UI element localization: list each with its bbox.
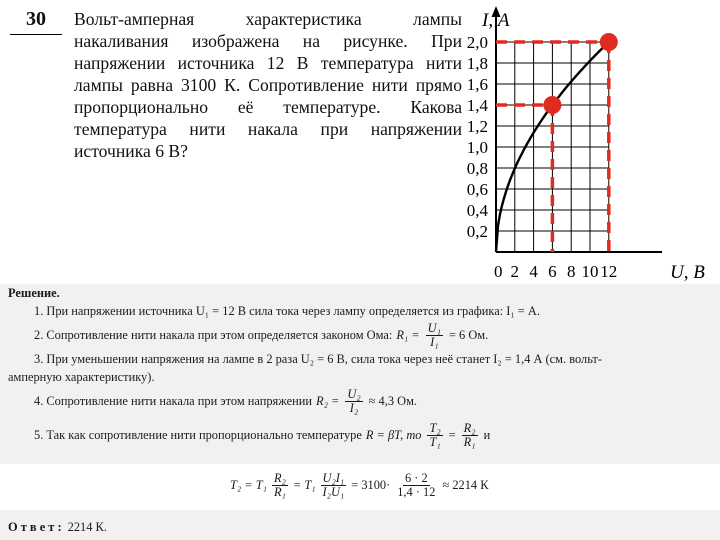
y-tick-labels bbox=[467, 33, 489, 241]
y-tick-label: 0,2 bbox=[466, 222, 488, 241]
solution-panel bbox=[0, 284, 720, 540]
y-tick-label: 1,8 bbox=[466, 54, 488, 73]
fraction-denominator: I₁ bbox=[430, 335, 439, 349]
step-5-equals: = bbox=[448, 428, 456, 442]
solution-title: Решение. bbox=[8, 286, 60, 300]
x-tick-label: 4 bbox=[529, 262, 538, 281]
step-2-result: = 6 Ом. bbox=[448, 328, 489, 342]
problem-number: 30 bbox=[10, 8, 62, 35]
step-2-text: 2. Сопротивление нити накала при этом определяется законом Ома: bbox=[34, 328, 393, 342]
final-fraction-3 bbox=[395, 472, 437, 499]
point-markers bbox=[496, 33, 618, 252]
fraction-numerator: R₂ bbox=[273, 471, 286, 485]
y-tick-label: 1,0 bbox=[466, 138, 488, 157]
fraction-numerator: U₁ bbox=[427, 321, 441, 335]
answer-value: 2214 К. bbox=[67, 520, 107, 534]
solution-step-5 bbox=[34, 422, 490, 449]
y-tick-label: 0,6 bbox=[466, 180, 488, 199]
y-tick-label: 1,4 bbox=[466, 96, 488, 115]
solution-step-3-line-1: 3. При уменьшении напряжения на лампе в 2 раза U₂ = 6 В, сила тока через неё станет I₂ = 1,4 А (см. вольт- bbox=[34, 352, 602, 366]
x-tick-label: 10 bbox=[581, 262, 599, 281]
final-fraction-1 bbox=[272, 472, 288, 499]
volt-ampere-graph bbox=[466, 4, 720, 284]
step-2-lhs: R₁ = bbox=[396, 328, 420, 342]
final-fraction-2 bbox=[321, 472, 347, 499]
step-5-relation: R = βT, то bbox=[365, 428, 422, 442]
final-equals-1: = T₁ bbox=[292, 478, 316, 492]
problem-text: Вольт-амперная характеристика лампы накаливания изображена на рисунке. При напряжении источника 12 В температура нити лампы равна 3100 К. Сопротивление нити прямо пропорционально её температуре. Какова температура нити накала при напряжении источника 6 В? bbox=[74, 9, 462, 161]
fraction-denominator: I₂ bbox=[349, 401, 359, 415]
solution-step-3-line-2: амперную характеристику). bbox=[8, 370, 155, 384]
fraction-numerator: U₂ bbox=[347, 387, 361, 401]
fraction-denominator: R₁ bbox=[273, 485, 286, 499]
fraction-numerator: U₂I₁ bbox=[322, 471, 345, 485]
final-formula bbox=[230, 472, 488, 499]
fraction-numerator: T₂ bbox=[429, 421, 441, 435]
step-5-fraction-r bbox=[462, 422, 478, 449]
final-formula-box bbox=[0, 464, 720, 510]
step-2-fraction bbox=[426, 322, 443, 349]
step-5-fraction-t bbox=[427, 422, 442, 449]
y-axis-label: I, А bbox=[482, 10, 510, 31]
y-tick-label: 0,8 bbox=[466, 159, 488, 178]
fraction-denominator: I₂U₁ bbox=[322, 485, 345, 499]
step-5-suffix: и bbox=[483, 428, 491, 442]
y-tick-label: 0,4 bbox=[466, 201, 488, 220]
solution-step-1: 1. При напряжении источника U₁ = 12 В сила тока через лампу определяется из графика: I₁ = А. bbox=[34, 304, 540, 318]
fraction-denominator: R₁ bbox=[463, 435, 476, 449]
fraction-numerator: R₂ bbox=[463, 421, 476, 435]
origin-label: 0 bbox=[494, 262, 503, 281]
x-tick-label: 8 bbox=[566, 262, 576, 281]
step-4-result: ≈ 4,3 Ом. bbox=[368, 394, 418, 408]
x-tick-label: 2 bbox=[510, 262, 520, 281]
step-4-text: 4. Сопротивление нити накала при этом напряжении bbox=[34, 394, 313, 408]
step-4-fraction bbox=[345, 388, 362, 415]
x-tick-label: 6 bbox=[548, 262, 557, 281]
y-tick-label: 2,0 bbox=[466, 33, 488, 52]
x-tick-label: 12 bbox=[600, 262, 618, 281]
fraction-denominator: 1,4 · 12 bbox=[397, 485, 436, 499]
answer-label: О т в е т : bbox=[8, 520, 62, 534]
fraction-denominator: T₁ bbox=[429, 435, 441, 449]
y-tick-label: 1,6 bbox=[466, 75, 488, 94]
final-equals-2: = 3100· bbox=[351, 478, 391, 492]
x-tick-labels bbox=[511, 262, 618, 281]
answer bbox=[8, 520, 107, 535]
iv-curve bbox=[496, 37, 614, 252]
solution-step-2 bbox=[34, 322, 488, 349]
solution-step-4 bbox=[34, 388, 417, 415]
final-result: ≈ 2214 К bbox=[442, 478, 489, 492]
step-5-text: 5. Так как сопротивление нити пропорционально температуре bbox=[34, 428, 362, 442]
fraction-numerator: 6 · 2 bbox=[404, 471, 428, 485]
x-axis-label: U, В bbox=[670, 262, 705, 283]
final-lhs: T₂ = T₁ bbox=[230, 478, 267, 492]
y-tick-label: 1,2 bbox=[466, 117, 488, 136]
point-marker bbox=[600, 33, 618, 51]
point-marker bbox=[543, 96, 561, 114]
step-4-lhs: R₂ = bbox=[316, 394, 340, 408]
